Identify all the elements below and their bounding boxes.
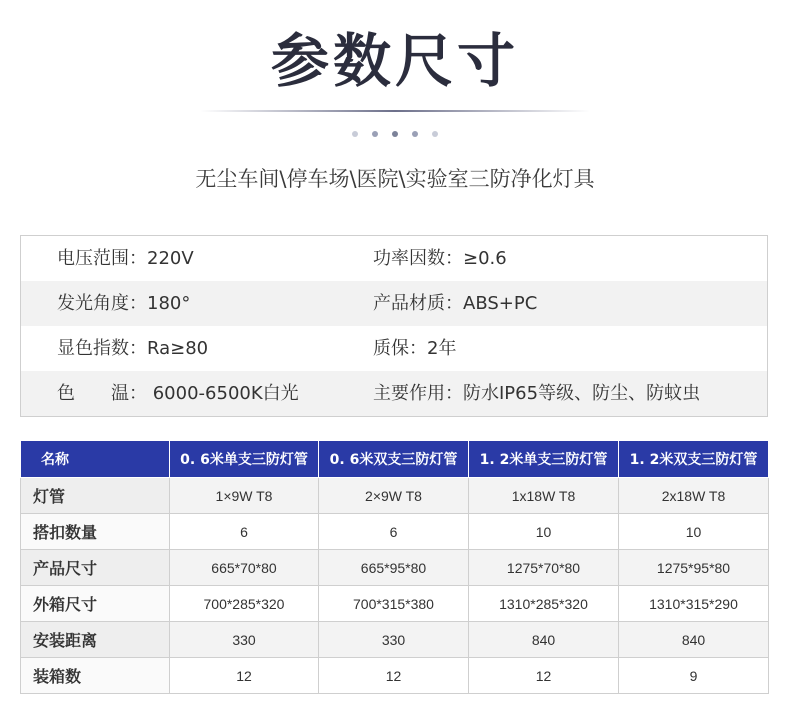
title-divider <box>200 110 590 112</box>
spec-function: 主要作用：防水IP65等级、防尘、防蚊虫 <box>373 383 701 404</box>
table-cell: 1275*95*80 <box>619 550 769 586</box>
table-header-row <box>21 441 769 478</box>
table-cell: 700*315*380 <box>319 586 469 622</box>
row-label: 装箱数 <box>21 658 170 694</box>
spec-color-temp-value: 6000-6500K白光 <box>152 383 299 404</box>
product-table <box>20 440 768 691</box>
table-row <box>21 478 769 514</box>
dot <box>412 131 418 137</box>
row-label: 安装距离 <box>21 622 170 658</box>
spec-row <box>21 281 767 326</box>
table-header-12-double: 1. 2米双支三防灯管 <box>619 441 769 478</box>
row-label: 外箱尺寸 <box>21 586 170 622</box>
dot <box>392 131 398 137</box>
table-row <box>21 550 769 586</box>
table-cell: 9 <box>619 658 769 694</box>
spec-color-temp-label-a: 色 <box>57 383 75 404</box>
table-header-name: 名称 <box>21 441 170 478</box>
table-cell: 665*95*80 <box>319 550 469 586</box>
table-header-06-double: 0. 6米双支三防灯管 <box>319 441 469 478</box>
spec-voltage: 电压范围：220V <box>57 248 194 269</box>
table-row <box>21 658 769 694</box>
spec-warranty: 质保：2年 <box>373 338 457 359</box>
table-row <box>21 514 769 550</box>
table-cell: 700*285*320 <box>170 586 319 622</box>
spec-row <box>21 326 767 371</box>
page-subtitle: 无尘车间\停车场\医院\实验室三防净化灯具 <box>195 167 595 191</box>
table-cell: 10 <box>469 514 619 550</box>
table-cell: 12 <box>469 658 619 694</box>
table-cell: 1310*315*290 <box>619 586 769 622</box>
table-cell: 6 <box>170 514 319 550</box>
page-title: 参数尺寸 <box>270 27 519 95</box>
spec-panel <box>20 235 768 417</box>
spec-cri: 显色指数：Ra≥80 <box>57 338 209 359</box>
row-label: 产品尺寸 <box>21 550 170 586</box>
row-label: 灯管 <box>21 478 170 514</box>
dot <box>372 131 378 137</box>
spec-material: 产品材质：ABS+PC <box>373 293 538 314</box>
spec-row <box>21 371 767 416</box>
table-cell: 2×9W T8 <box>319 478 469 514</box>
table-cell: 840 <box>619 622 769 658</box>
table-cell: 10 <box>619 514 769 550</box>
table-cell: 665*70*80 <box>170 550 319 586</box>
spec-beam-angle: 发光角度：180° <box>57 293 191 314</box>
table-header-12-single: 1. 2米单支三防灯管 <box>469 441 619 478</box>
table-cell: 1x18W T8 <box>469 478 619 514</box>
table-header-06-single: 0. 6米单支三防灯管 <box>170 441 319 478</box>
table-row <box>21 622 769 658</box>
table-cell: 1310*285*320 <box>469 586 619 622</box>
table-cell: 1275*70*80 <box>469 550 619 586</box>
table-cell: 330 <box>319 622 469 658</box>
dot <box>352 131 358 137</box>
spec-row <box>21 236 767 281</box>
table-cell: 12 <box>319 658 469 694</box>
spec-power-factor: 功率因数：≥0.6 <box>373 248 507 269</box>
row-label: 搭扣数量 <box>21 514 170 550</box>
table-row <box>21 586 769 622</box>
table-cell: 840 <box>469 622 619 658</box>
table-cell: 6 <box>319 514 469 550</box>
decorative-dots <box>0 131 790 139</box>
spec-color-temp-label-b: 温： <box>111 383 147 404</box>
table-cell: 330 <box>170 622 319 658</box>
table-cell: 2x18W T8 <box>619 478 769 514</box>
dot <box>432 131 438 137</box>
spec-color-temp <box>57 371 299 416</box>
table-cell: 12 <box>170 658 319 694</box>
table-cell: 1×9W T8 <box>170 478 319 514</box>
